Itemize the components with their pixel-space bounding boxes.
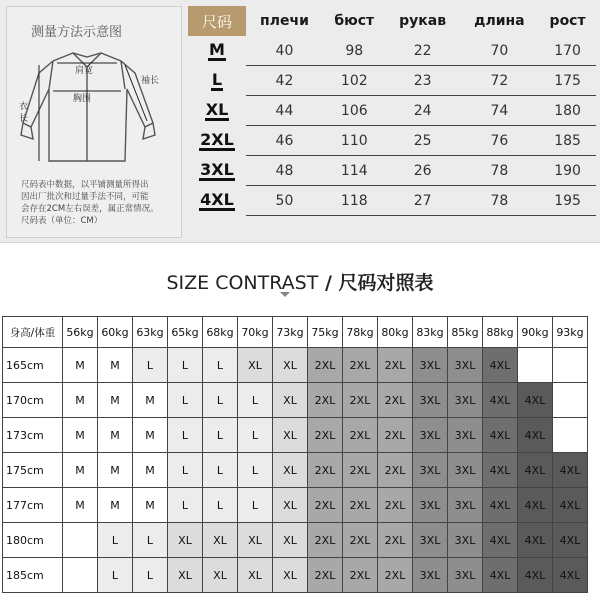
recommended-size-cell: XL [273, 558, 308, 593]
recommended-size-cell: 2XL [308, 523, 343, 558]
size-label-text: M [209, 40, 225, 60]
recommended-size-cell: M [98, 348, 133, 383]
recommended-size-cell: L [168, 383, 203, 418]
recommended-size-cell: 4XL [483, 523, 518, 558]
recommended-size-cell: 2XL [308, 488, 343, 523]
size-row [188, 36, 596, 66]
length-header: длина [474, 13, 525, 29]
shoulder-label: 肩宽 [75, 66, 94, 76]
recommended-size-cell: L [238, 383, 273, 418]
size-value: 106 [323, 96, 386, 126]
chest-header: бюст [334, 13, 375, 29]
size-contrast-heading [0, 268, 600, 295]
size-value: 70 [460, 36, 540, 66]
recommended-size-cell: M [63, 418, 98, 453]
recommended-size-cell: 4XL [518, 488, 553, 523]
height-label: 173cm [3, 418, 63, 453]
recommended-size-cell: L [98, 558, 133, 593]
size-label [188, 126, 246, 156]
weight-header: 80kg [378, 317, 413, 348]
recommended-size-cell: L [203, 348, 238, 383]
recommended-size-cell: 2XL [308, 383, 343, 418]
recommended-size-cell: 4XL [518, 453, 553, 488]
height-label: 177cm [3, 488, 63, 523]
recommended-size-cell: 3XL [448, 523, 483, 558]
height-header: рост [549, 13, 586, 29]
size-value: 98 [323, 36, 386, 66]
size-label-text: L [211, 70, 223, 89]
recommended-size-cell: 4XL [483, 418, 518, 453]
size-value: 102 [323, 66, 386, 96]
size-value: 118 [323, 186, 386, 216]
weight-header-row [3, 317, 588, 348]
recommended-size-cell: 2XL [343, 558, 378, 593]
height-weight-corner: 身高/体重 [3, 317, 63, 348]
size-value: 76 [460, 126, 540, 156]
recommended-size-cell: 3XL [448, 453, 483, 488]
size-label [188, 186, 246, 216]
size-value: 72 [460, 66, 540, 96]
recommended-size-cell: L [133, 558, 168, 593]
recommended-size-cell: XL [203, 523, 238, 558]
recommended-size-cell: 2XL [343, 523, 378, 558]
recommended-size-cell: XL [238, 558, 273, 593]
recommended-size-cell: 3XL [413, 383, 448, 418]
recommended-size-cell: L [168, 453, 203, 488]
size-table-header [188, 6, 596, 36]
size-row [188, 96, 596, 126]
size-row [188, 186, 596, 216]
size-value: 180 [539, 96, 596, 126]
recommended-size-cell: M [63, 348, 98, 383]
recommended-size-cell: 2XL [343, 488, 378, 523]
recommended-size-cell: 3XL [413, 558, 448, 593]
recommended-size-cell: XL [273, 488, 308, 523]
recommended-size-cell: 4XL [553, 558, 588, 593]
recommended-size-cell: XL [273, 348, 308, 383]
recommended-size-cell: 3XL [413, 418, 448, 453]
size-label [188, 156, 246, 186]
size-value: 74 [460, 96, 540, 126]
recommended-size-cell: 2XL [343, 453, 378, 488]
recommended-size-cell: 2XL [378, 488, 413, 523]
recommended-size-cell: XL [238, 348, 273, 383]
recommended-size-cell: 4XL [483, 488, 518, 523]
shoulder-header: плечи [260, 13, 309, 29]
size-value: 26 [386, 156, 460, 186]
recommended-size-cell: 4XL [518, 383, 553, 418]
recommended-size-cell [553, 383, 588, 418]
size-value: 40 [246, 36, 323, 66]
weight-header: 93kg [553, 317, 588, 348]
size-label [188, 36, 246, 66]
weight-header: 90kg [518, 317, 553, 348]
size-measurement-table [188, 6, 596, 216]
weight-header: 88kg [483, 317, 518, 348]
recommended-size-cell: L [238, 418, 273, 453]
size-value: 25 [386, 126, 460, 156]
size-label [188, 96, 246, 126]
size-label [188, 66, 246, 96]
weight-header: 63kg [133, 317, 168, 348]
recommended-size-cell [553, 348, 588, 383]
measurement-diagram [6, 6, 182, 238]
recommended-size-cell: L [168, 348, 203, 383]
recommended-size-cell: L [133, 348, 168, 383]
height-row [3, 418, 588, 453]
recommended-size-cell: 4XL [483, 383, 518, 418]
height-row [3, 348, 588, 383]
height-label: 170cm [3, 383, 63, 418]
recommended-size-cell: XL [273, 383, 308, 418]
recommended-size-cell [518, 348, 553, 383]
weight-header: 78kg [343, 317, 378, 348]
recommended-size-cell: M [63, 453, 98, 488]
height-label: 165cm [3, 348, 63, 383]
size-value: 46 [246, 126, 323, 156]
size-row [188, 156, 596, 186]
recommended-size-cell: 2XL [308, 558, 343, 593]
recommended-size-cell: XL [238, 523, 273, 558]
recommended-size-cell: 2XL [343, 348, 378, 383]
recommended-size-cell: M [98, 488, 133, 523]
length-label-bottom: 长 [19, 114, 29, 124]
recommended-size-cell: 2XL [378, 418, 413, 453]
recommended-size-cell: L [203, 488, 238, 523]
recommended-size-cell: L [203, 383, 238, 418]
recommended-size-cell: L [98, 523, 133, 558]
height-row [3, 383, 588, 418]
recommended-size-cell: 4XL [518, 558, 553, 593]
recommended-size-cell: M [133, 453, 168, 488]
size-label-text: XL [205, 100, 229, 119]
recommended-size-cell [63, 523, 98, 558]
recommended-size-cell: L [203, 418, 238, 453]
recommended-size-cell: M [133, 488, 168, 523]
measurement-note: 尺码表中数据，以平铺测量所得出 因出厂批次和过量手法不同，可能 会存在2CM左右误差，属正常情况。 尺码表（单位：CM） [21, 180, 159, 226]
recommended-size-cell: XL [273, 418, 308, 453]
size-value: 50 [246, 186, 323, 216]
recommended-size-cell: XL [168, 523, 203, 558]
recommended-size-cell: 2XL [308, 418, 343, 453]
size-value: 185 [539, 126, 596, 156]
size-value: 42 [246, 66, 323, 96]
size-row [188, 66, 596, 96]
caret-down-icon [280, 292, 290, 297]
size-label-text: 2XL [200, 130, 234, 149]
recommended-size-cell: L [133, 523, 168, 558]
recommended-size-cell: M [133, 383, 168, 418]
size-value: 24 [386, 96, 460, 126]
size-value: 44 [246, 96, 323, 126]
size-value: 27 [386, 186, 460, 216]
size-value: 23 [386, 66, 460, 96]
weight-header: 56kg [63, 317, 98, 348]
recommended-size-cell: 4XL [518, 418, 553, 453]
recommended-size-cell: 3XL [413, 348, 448, 383]
weight-header: 85kg [448, 317, 483, 348]
size-label-text: 4XL [200, 190, 234, 209]
recommended-size-cell: M [133, 418, 168, 453]
height-label: 185cm [3, 558, 63, 593]
weight-header: 68kg [203, 317, 238, 348]
diagram-title: 测量方法示意图 [31, 25, 123, 40]
recommended-size-cell: 2XL [308, 453, 343, 488]
recommended-size-cell: 2XL [378, 523, 413, 558]
recommended-size-cell: L [168, 418, 203, 453]
sleeve-header: рукав [399, 13, 447, 29]
recommended-size-cell: 3XL [448, 383, 483, 418]
recommended-size-cell [553, 418, 588, 453]
height-row [3, 523, 588, 558]
weight-header: 73kg [273, 317, 308, 348]
recommended-size-cell: XL [273, 453, 308, 488]
recommended-size-cell: XL [273, 523, 308, 558]
recommended-size-cell: L [238, 453, 273, 488]
size-value: 195 [539, 186, 596, 216]
weight-header: 70kg [238, 317, 273, 348]
recommended-size-cell: 3XL [413, 453, 448, 488]
recommended-size-cell: M [63, 488, 98, 523]
height-label: 180cm [3, 523, 63, 558]
size-header-cell: 尺码 [188, 6, 246, 36]
weight-header: 65kg [168, 317, 203, 348]
recommended-size-cell: 4XL [553, 488, 588, 523]
size-contrast-grid [2, 316, 588, 593]
recommended-size-cell: 4XL [553, 523, 588, 558]
size-guide-panel [0, 0, 600, 243]
recommended-size-cell: 4XL [483, 453, 518, 488]
recommended-size-cell: 2XL [378, 348, 413, 383]
size-value: 170 [539, 36, 596, 66]
recommended-size-cell: 4XL [483, 558, 518, 593]
recommended-size-cell: 3XL [448, 348, 483, 383]
sleeve-label: 袖长 [141, 76, 160, 86]
recommended-size-cell: L [203, 453, 238, 488]
recommended-size-cell [63, 558, 98, 593]
recommended-size-cell: 2XL [378, 383, 413, 418]
size-row [188, 126, 596, 156]
size-value: 22 [386, 36, 460, 66]
height-row [3, 558, 588, 593]
size-value: 175 [539, 66, 596, 96]
size-value: 48 [246, 156, 323, 186]
length-label-top: 衣 [19, 102, 29, 112]
size-value: 78 [460, 186, 540, 216]
recommended-size-cell: 4XL [518, 523, 553, 558]
recommended-size-cell: L [168, 488, 203, 523]
recommended-size-cell: M [98, 453, 133, 488]
size-value: 190 [539, 156, 596, 186]
weight-header: 60kg [98, 317, 133, 348]
recommended-size-cell: 4XL [553, 453, 588, 488]
size-value: 114 [323, 156, 386, 186]
recommended-size-cell: 2XL [308, 348, 343, 383]
recommended-size-cell: XL [203, 558, 238, 593]
chest-label: 胸围 [73, 94, 92, 104]
size-value: 110 [323, 126, 386, 156]
weight-header: 83kg [413, 317, 448, 348]
weight-header: 75kg [308, 317, 343, 348]
recommended-size-cell: 3XL [448, 558, 483, 593]
size-value: 78 [460, 156, 540, 186]
shirt-illustration [13, 43, 181, 177]
heading-chinese: / 尺码对照表 [318, 272, 434, 294]
size-label-text: 3XL [200, 160, 234, 179]
recommended-size-cell: 3XL [448, 418, 483, 453]
recommended-size-cell: 3XL [413, 488, 448, 523]
recommended-size-cell: M [98, 383, 133, 418]
recommended-size-cell: L [238, 488, 273, 523]
height-row [3, 488, 588, 523]
recommended-size-cell: 2XL [343, 383, 378, 418]
recommended-size-cell: 4XL [483, 348, 518, 383]
height-label: 175cm [3, 453, 63, 488]
recommended-size-cell: M [63, 383, 98, 418]
recommended-size-cell: 3XL [448, 488, 483, 523]
recommended-size-cell: 2XL [378, 558, 413, 593]
recommended-size-cell: 2XL [378, 453, 413, 488]
height-row [3, 453, 588, 488]
recommended-size-cell: M [98, 418, 133, 453]
recommended-size-cell: 2XL [343, 418, 378, 453]
recommended-size-cell: 3XL [413, 523, 448, 558]
heading-english: SIZE CONTRAST [166, 272, 319, 294]
recommended-size-cell: XL [168, 558, 203, 593]
